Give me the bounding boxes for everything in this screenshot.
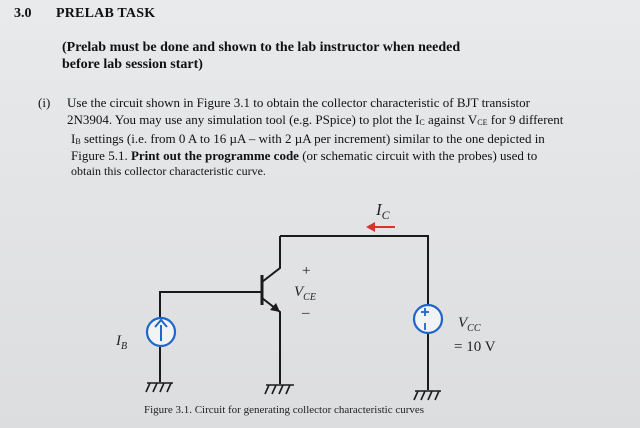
prelab-note-line-1: (Prelab must be done and shown to the lab instructor when needed [62, 40, 461, 55]
subscript: B [75, 137, 81, 146]
vcc-label: $V_{CC}$ [458, 315, 481, 334]
item-number: (i) [38, 95, 51, 110]
task-text-bold: Print out the programme code [130, 148, 299, 163]
wire-base [160, 292, 262, 317]
ground-icon [414, 391, 441, 400]
vcc-value: = 10 V [454, 339, 496, 355]
transistor-collector [262, 236, 280, 282]
task-text: against V [428, 112, 478, 127]
task-text: Figure 5.1. [71, 148, 128, 163]
subscript: CE [477, 118, 488, 127]
current-source-icon [147, 318, 175, 346]
ground-symbols [146, 383, 441, 400]
task-text: (or schematic circuit with the probes) used to [302, 148, 538, 163]
section-title: PRELAB TASK [56, 6, 156, 21]
ground-icon [146, 383, 173, 392]
prelab-note-line-2: before lab session start) [62, 57, 203, 72]
figure-caption: Figure 3.1. Circuit for generating collector characteristic curves [144, 404, 425, 416]
task-text: 2N3904. You may use any simulation tool (e.g. PSpice) to plot the I [67, 112, 420, 127]
voltage-source-icon [414, 305, 442, 333]
ic-arrow-icon [366, 222, 395, 232]
vce-minus: – [302, 305, 310, 321]
section-number: 3.0 [14, 6, 32, 21]
vce-plus: + [302, 263, 311, 279]
task-text: I [71, 131, 76, 146]
ib-label: $I_B$ [116, 333, 128, 352]
vce-label: $V_{CE}$ [294, 284, 316, 303]
task-line-1: Use the circuit shown in Figure 3.1 to obtain the collector characteristic of BJT transistor [67, 95, 530, 110]
subscript: C [419, 118, 425, 127]
ic-label: $I_C$ [376, 200, 390, 222]
ground-icon [265, 385, 294, 394]
task-text: for 9 different [490, 112, 564, 127]
task-line-5: obtain this collector characteristic curve. [71, 164, 266, 178]
task-text: settings (i.e. from 0 A to 16 µA – with 2 µA per increment) similar to the one depicted in [83, 131, 545, 146]
